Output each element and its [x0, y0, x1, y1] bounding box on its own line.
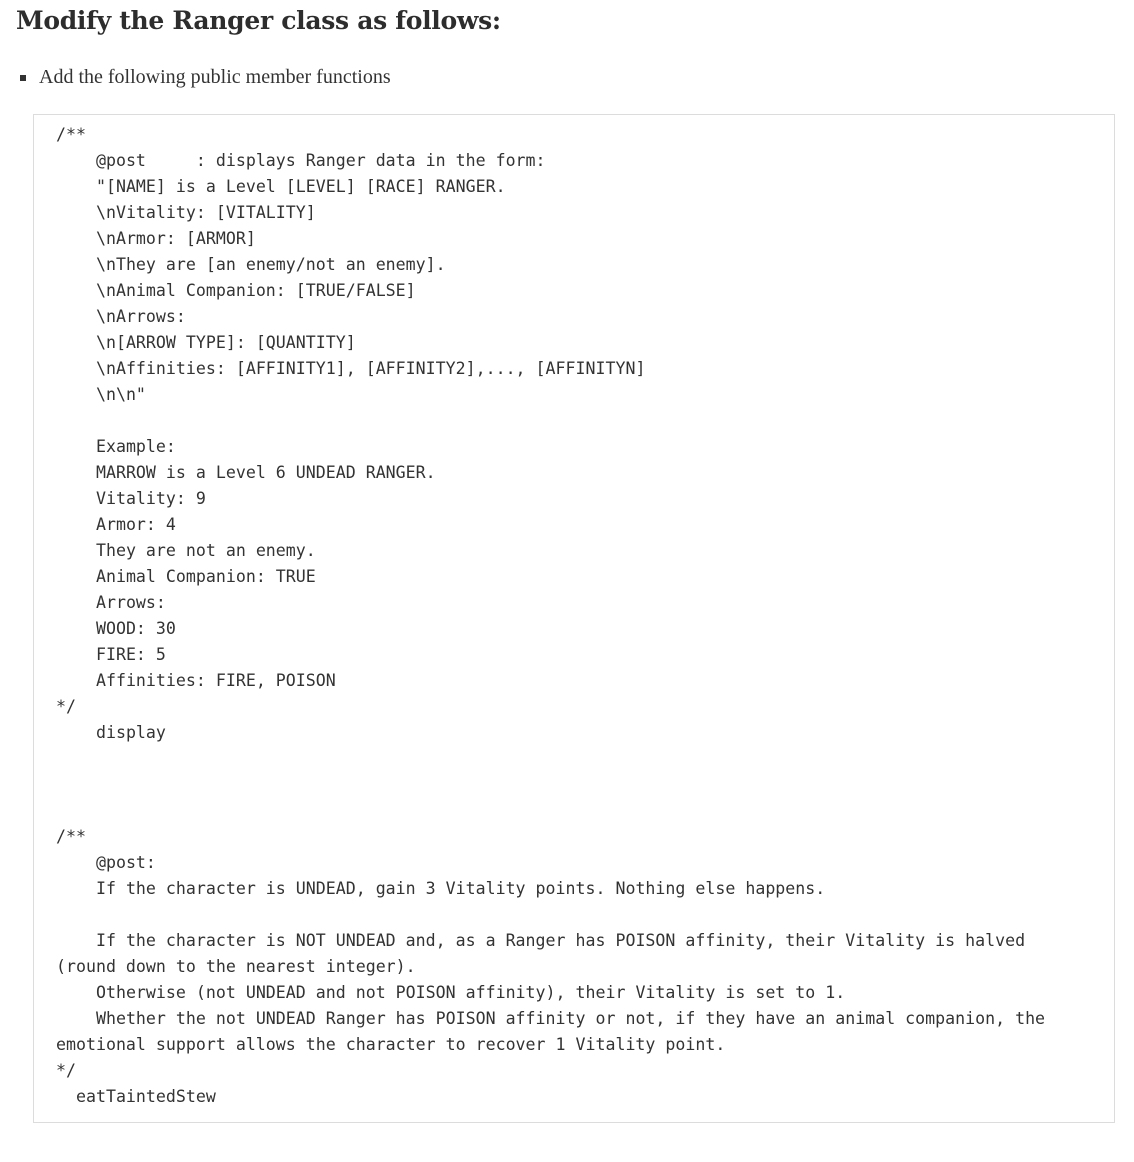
code-line — [56, 772, 1084, 798]
code-line: If the character is UNDEAD, gain 3 Vitality points. Nothing else happens. — [56, 879, 826, 898]
code-line: Example: — [56, 437, 176, 456]
code-line: Animal Companion: TRUE — [56, 567, 316, 586]
list-item-text: Add the following public member functions — [39, 66, 391, 88]
code-line: /** — [56, 125, 86, 144]
code-line: /** — [56, 827, 86, 846]
code-line: \n\n" — [56, 385, 146, 404]
code-line: */ — [56, 697, 76, 716]
code-line: Whether the not UNDEAD Ranger has POISON affinity or not, if they have an animal companion, the emotional support allows the character to recover 1 Vitality point. — [56, 1009, 1056, 1054]
code-line: FIRE: 5 — [56, 645, 166, 664]
code-line — [56, 902, 1084, 928]
code-line: WOOD: 30 — [56, 619, 176, 638]
code-line: "[NAME] is a Level [LEVEL] [RACE] RANGER. — [56, 177, 506, 196]
page-title: Modify the Ranger class as follows: — [16, 6, 501, 35]
bullet-icon — [20, 75, 26, 81]
code-line: \nAnimal Companion: [TRUE/FALSE] — [56, 281, 416, 300]
code-line: Arrows: — [56, 593, 166, 612]
code-line: Otherwise (not UNDEAD and not POISON affinity), their Vitality is set to 1. — [56, 983, 846, 1002]
code-line — [56, 408, 1084, 434]
code-line: Affinities: FIRE, POISON — [56, 671, 336, 690]
code-block — [33, 114, 1115, 1123]
code-line: \n[ARROW TYPE]: [QUANTITY] — [56, 333, 356, 352]
code-line: \nAffinities: [AFFINITY1], [AFFINITY2],..., [AFFINITYN] — [56, 359, 646, 378]
code-line: \nArrows: — [56, 307, 186, 326]
code-line: display — [56, 723, 166, 742]
code-line: If the character is NOT UNDEAD and, as a Ranger has POISON affinity, their Vitality is halved (round down to the nearest integer). — [56, 931, 1036, 976]
code-line: \nThey are [an enemy/not an enemy]. — [56, 255, 446, 274]
code-line: \nArmor: [ARMOR] — [56, 229, 256, 248]
code-line: @post : displays Ranger data in the form: — [56, 151, 546, 170]
code-line: \nVitality: [VITALITY] — [56, 203, 316, 222]
code-line: */ — [56, 1061, 76, 1080]
code-line: MARROW is a Level 6 UNDEAD RANGER. — [56, 463, 436, 482]
code-line: Armor: 4 — [56, 515, 176, 534]
code-line: @post: — [56, 853, 156, 872]
list-item — [20, 66, 391, 89]
code-line: eatTaintedStew — [56, 1087, 216, 1106]
code-line: Vitality: 9 — [56, 489, 206, 508]
code-line: They are not an enemy. — [56, 541, 316, 560]
code-line — [56, 746, 1084, 772]
code-line — [56, 798, 1084, 824]
